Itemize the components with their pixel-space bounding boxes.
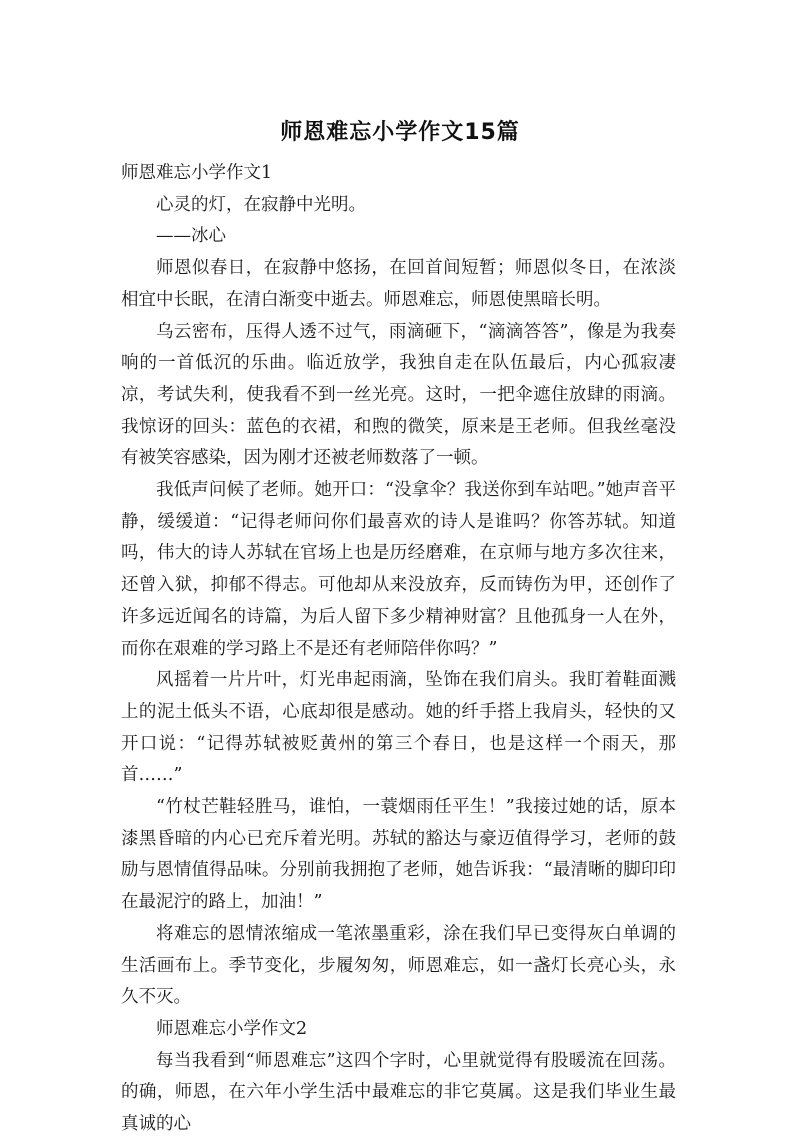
body-paragraph: 我低声问候了老师。她开口：“没拿伞？我送你到车站吧。”她声音平静，缓缓道：“记得老师问你们最喜欢的诗人是谁吗？你答苏轼。知道吗，伟大的诗人苏轼在官场上也是历经磨难，在京师与地方多次往来，还曾入狱，抑郁不得志。可他却从来没放弃，反而铸伤为甲，还创作了许多远近闻名的诗篇，为后人留下多少精神财富？且他孤身一人在外，而你在艰难的学习路上不是还有老师陪伴你吗？” [121, 480, 676, 659]
body-paragraph: 风摇着一片片叶，灯光串起雨滴，坠饰在我们肩头。我盯着鞋面溅上的泥土低头不语，心底却很是感动。她的纤手搭上我肩头，轻快的又开口说：“记得苏轼被贬黄州的第三个春日，也是这样一个雨天，那首……” [121, 670, 676, 786]
section-heading-2: 师恩难忘小学作文2 [156, 1018, 308, 1039]
epigraph-quote: 心灵的灯，在寂静中光明。 [156, 194, 366, 215]
document-title: 师恩难忘小学作文15篇 [280, 120, 520, 145]
body-paragraph: 将难忘的恩情浓缩成一笔浓墨重彩，涂在我们早已变得灰白单调的生活画布上。季节变化，步履匆匆，师恩难忘，如一盏灯长亮心头，永久不灭。 [121, 923, 676, 1008]
body-paragraph: 师恩似春日，在寂静中悠扬，在回首间短暂；师恩似冬日，在浓淡相宜中长眠，在清白渐变中逝去。师恩难忘，师恩使黑暗长明。 [121, 258, 676, 310]
body-paragraph: “竹杖芒鞋轻胜马，谁怕，一蓑烟雨任平生！”我接过她的话，原本漆黑昏暗的内心已充斥着光明。苏轼的豁达与豪迈值得学习，老师的鼓励与恩情值得品味。分别前我拥抱了老师，她告诉我：“最清晰的脚印印在最泥泞的路上，加油！” [121, 797, 676, 913]
section-heading-1: 师恩难忘小学作文1 [121, 163, 273, 183]
epigraph-attribution: ——冰心 [156, 226, 226, 247]
body-paragraph: 乌云密布，压得人透不过气，雨滴砸下，“滴滴答答”，像是为我奏响的一首低沉的乐曲。临近放学，我独自走在队伍最后，内心孤寂凄凉，考试失利，使我看不到一丝光亮。这时，一把伞遮住放肆的雨滴。我惊讶的回头：蓝色的衣裙，和煦的微笑，原来是王老师。但我丝毫没有被笑容感染，因为刚才还被老师数落了一顿。 [121, 321, 676, 469]
body-paragraph: 每当我看到“师恩难忘”这四个字时，心里就觉得有股暖流在回荡。的确，师恩，在六年小学生活中最难忘的非它莫属。这是我们毕业生最真诚的心 [121, 1050, 676, 1135]
document-body [121, 158, 676, 1141]
